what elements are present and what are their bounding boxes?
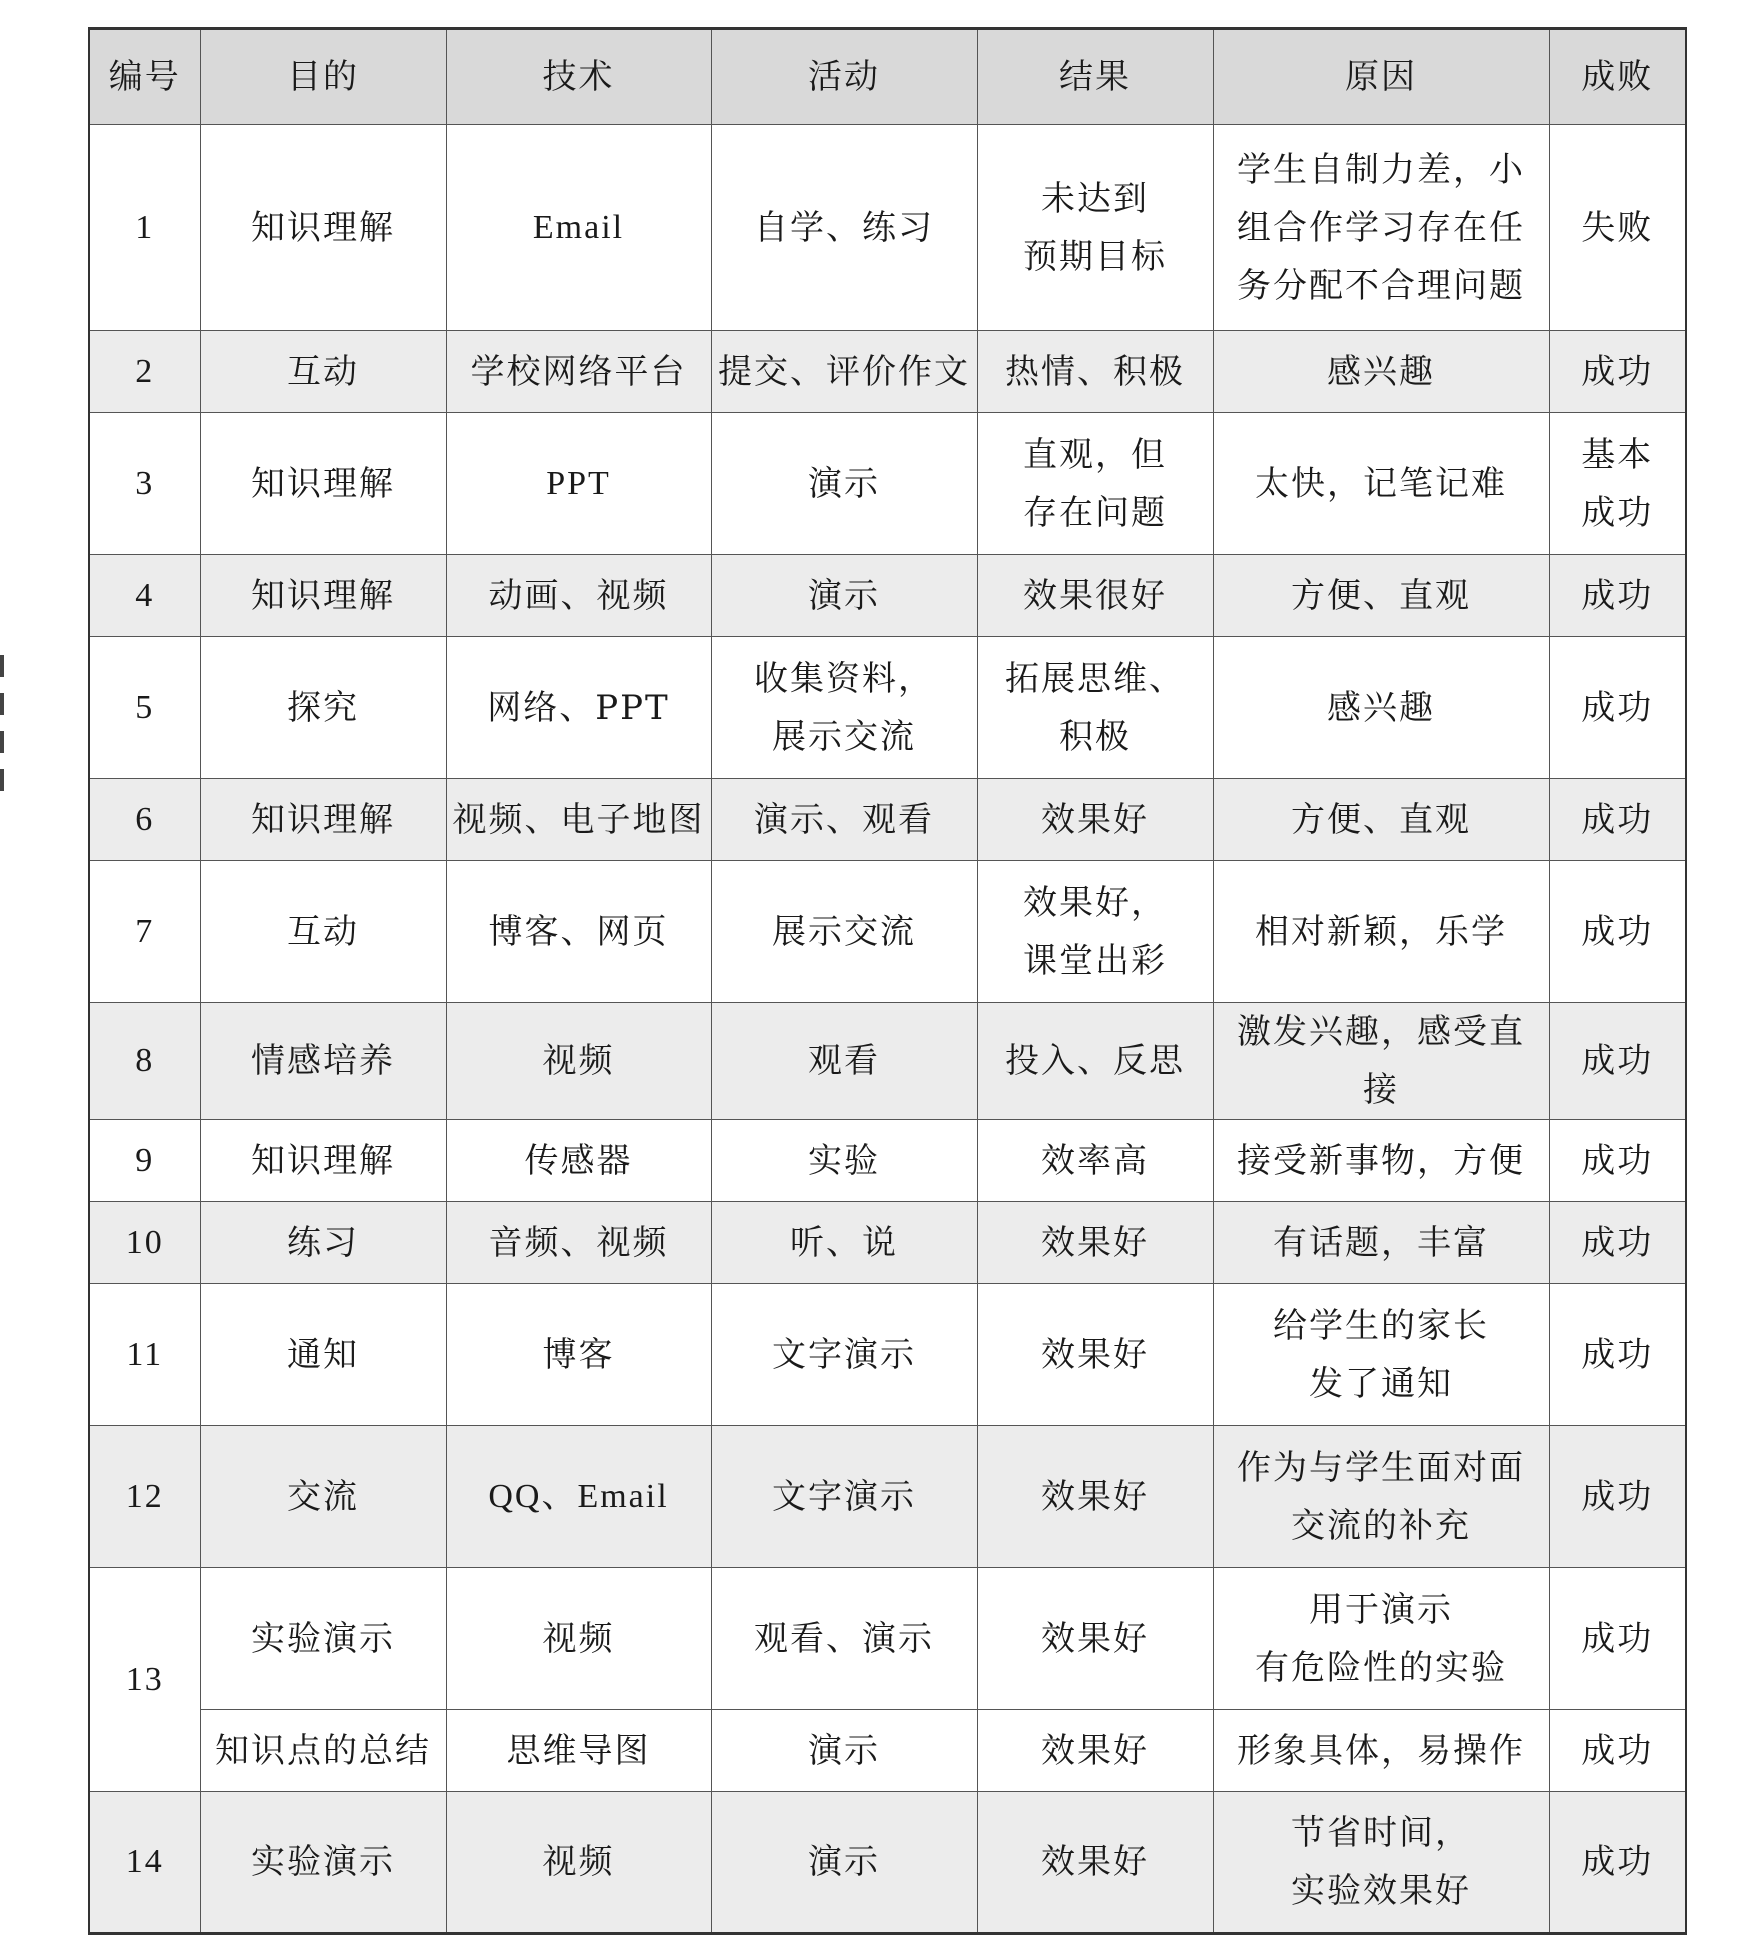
cell-result: 投入、反思 — [977, 1003, 1213, 1120]
table-row — [89, 1710, 1686, 1792]
cell-result: 拓展思维、 积极 — [977, 637, 1213, 779]
cell-outcome: 基本 成功 — [1549, 413, 1686, 555]
header-reason: 原因 — [1213, 29, 1549, 125]
header-tech: 技术 — [446, 29, 711, 125]
cell-purpose: 互动 — [200, 861, 446, 1003]
table-row — [89, 1568, 1686, 1710]
cell-id: 3 — [89, 413, 200, 555]
cell-activity: 演示 — [711, 1710, 977, 1792]
cell-id: 5 — [89, 637, 200, 779]
cell-result: 效果好 — [977, 1710, 1213, 1792]
cell-outcome: 成功 — [1549, 1426, 1686, 1568]
cell-purpose: 知识理解 — [200, 779, 446, 861]
cell-reason: 接受新事物，方便 — [1213, 1120, 1549, 1202]
table-header-row — [89, 29, 1686, 125]
cell-result: 效果好 — [977, 1284, 1213, 1426]
cell-reason: 节省时间， 实验效果好 — [1213, 1792, 1549, 1934]
cell-purpose: 互动 — [200, 331, 446, 413]
cell-result: 效果好， 课堂出彩 — [977, 861, 1213, 1003]
cell-outcome: 成功 — [1549, 861, 1686, 1003]
cell-purpose: 知识理解 — [200, 125, 446, 331]
cell-outcome: 成功 — [1549, 1568, 1686, 1710]
table-row — [89, 1120, 1686, 1202]
cell-id: 7 — [89, 861, 200, 1003]
cell-id: 6 — [89, 779, 200, 861]
cell-tech: 学校网络平台 — [446, 331, 711, 413]
cell-reason: 作为与学生面对面 交流的补充 — [1213, 1426, 1549, 1568]
cell-id: 2 — [89, 331, 200, 413]
table-row — [89, 779, 1686, 861]
header-purpose: 目的 — [200, 29, 446, 125]
cell-activity: 演示 — [711, 413, 977, 555]
table-row — [89, 637, 1686, 779]
table-row — [89, 125, 1686, 331]
cell-tech: 动画、视频 — [446, 555, 711, 637]
table-row — [89, 1426, 1686, 1568]
cell-activity: 听、说 — [711, 1202, 977, 1284]
cell-reason: 给学生的家长 发了通知 — [1213, 1284, 1549, 1426]
cell-outcome: 成功 — [1549, 1792, 1686, 1934]
cell-activity: 观看、演示 — [711, 1568, 977, 1710]
cell-tech: 视频 — [446, 1792, 711, 1934]
cell-purpose: 探究 — [200, 637, 446, 779]
cell-result: 效果好 — [977, 1792, 1213, 1934]
cell-tech: 网络、PPT — [446, 637, 711, 779]
cell-tech: Email — [446, 125, 711, 331]
cell-result: 效果很好 — [977, 555, 1213, 637]
cell-outcome: 成功 — [1549, 779, 1686, 861]
table-row — [89, 1284, 1686, 1426]
cell-outcome: 成功 — [1549, 555, 1686, 637]
cell-result: 效果好 — [977, 1426, 1213, 1568]
cell-outcome: 成功 — [1549, 637, 1686, 779]
cell-id: 9 — [89, 1120, 200, 1202]
cell-id: 10 — [89, 1202, 200, 1284]
header-outcome: 成败 — [1549, 29, 1686, 125]
margin-marks — [0, 655, 6, 807]
cell-tech: 视频 — [446, 1003, 711, 1120]
cell-outcome: 成功 — [1549, 331, 1686, 413]
cell-purpose: 情感培养 — [200, 1003, 446, 1120]
cell-tech: 思维导图 — [446, 1710, 711, 1792]
cell-purpose: 实验演示 — [200, 1792, 446, 1934]
cell-outcome: 成功 — [1549, 1003, 1686, 1120]
cell-tech: 传感器 — [446, 1120, 711, 1202]
table-row — [89, 1792, 1686, 1934]
cell-activity: 收集资料， 展示交流 — [711, 637, 977, 779]
cell-outcome: 成功 — [1549, 1120, 1686, 1202]
cell-result: 效果好 — [977, 1202, 1213, 1284]
cell-activity: 演示 — [711, 1792, 977, 1934]
header-id: 编号 — [89, 29, 200, 125]
cell-tech: 音频、视频 — [446, 1202, 711, 1284]
cell-activity: 提交、评价作文 — [711, 331, 977, 413]
cell-outcome: 成功 — [1549, 1710, 1686, 1792]
cell-activity: 演示 — [711, 555, 977, 637]
cell-reason: 形象具体，易操作 — [1213, 1710, 1549, 1792]
table-row — [89, 1202, 1686, 1284]
cell-reason: 有话题，丰富 — [1213, 1202, 1549, 1284]
cell-result: 效果好 — [977, 1568, 1213, 1710]
cell-purpose: 交流 — [200, 1426, 446, 1568]
cell-reason: 方便、直观 — [1213, 555, 1549, 637]
cell-purpose: 知识理解 — [200, 555, 446, 637]
cell-activity: 观看 — [711, 1003, 977, 1120]
cell-result: 未达到 预期目标 — [977, 125, 1213, 331]
cell-purpose: 知识理解 — [200, 1120, 446, 1202]
cell-activity: 自学、练习 — [711, 125, 977, 331]
cell-result: 热情、积极 — [977, 331, 1213, 413]
data-table — [88, 27, 1687, 1935]
cell-result: 效率高 — [977, 1120, 1213, 1202]
table-row — [89, 861, 1686, 1003]
cell-result: 效果好 — [977, 779, 1213, 861]
cell-reason: 方便、直观 — [1213, 779, 1549, 861]
cell-activity: 文字演示 — [711, 1426, 977, 1568]
cell-reason: 学生自制力差，小 组合作学习存在任 务分配不合理问题 — [1213, 125, 1549, 331]
cell-id: 14 — [89, 1792, 200, 1934]
cell-outcome: 失败 — [1549, 125, 1686, 331]
cell-activity: 展示交流 — [711, 861, 977, 1003]
cell-purpose: 知识点的总结 — [200, 1710, 446, 1792]
cell-purpose: 知识理解 — [200, 413, 446, 555]
table-row — [89, 555, 1686, 637]
cell-reason: 太快，记笔记难 — [1213, 413, 1549, 555]
cell-id: 1 — [89, 125, 200, 331]
cell-reason: 相对新颖，乐学 — [1213, 861, 1549, 1003]
cell-activity: 实验 — [711, 1120, 977, 1202]
cell-tech: 博客 — [446, 1284, 711, 1426]
header-activity: 活动 — [711, 29, 977, 125]
table-row — [89, 331, 1686, 413]
cell-activity: 演示、观看 — [711, 779, 977, 861]
cell-reason: 感兴趣 — [1213, 637, 1549, 779]
cell-id: 13 — [89, 1568, 200, 1792]
cell-reason: 感兴趣 — [1213, 331, 1549, 413]
cell-tech: 视频、电子地图 — [446, 779, 711, 861]
cell-id: 8 — [89, 1003, 200, 1120]
cell-reason: 用于演示 有危险性的实验 — [1213, 1568, 1549, 1710]
cell-purpose: 通知 — [200, 1284, 446, 1426]
cell-reason: 激发兴趣，感受直接 — [1213, 1003, 1549, 1120]
table-row — [89, 1003, 1686, 1120]
table-row — [89, 413, 1686, 555]
cell-purpose: 练习 — [200, 1202, 446, 1284]
cell-activity: 文字演示 — [711, 1284, 977, 1426]
cell-tech: QQ、Email — [446, 1426, 711, 1568]
cell-id: 12 — [89, 1426, 200, 1568]
cell-tech: PPT — [446, 413, 711, 555]
cell-purpose: 实验演示 — [200, 1568, 446, 1710]
cell-outcome: 成功 — [1549, 1202, 1686, 1284]
cell-id: 11 — [89, 1284, 200, 1426]
header-result: 结果 — [977, 29, 1213, 125]
cell-result: 直观，但 存在问题 — [977, 413, 1213, 555]
cell-tech: 视频 — [446, 1568, 711, 1710]
cell-outcome: 成功 — [1549, 1284, 1686, 1426]
cell-tech: 博客、网页 — [446, 861, 711, 1003]
cell-id: 4 — [89, 555, 200, 637]
